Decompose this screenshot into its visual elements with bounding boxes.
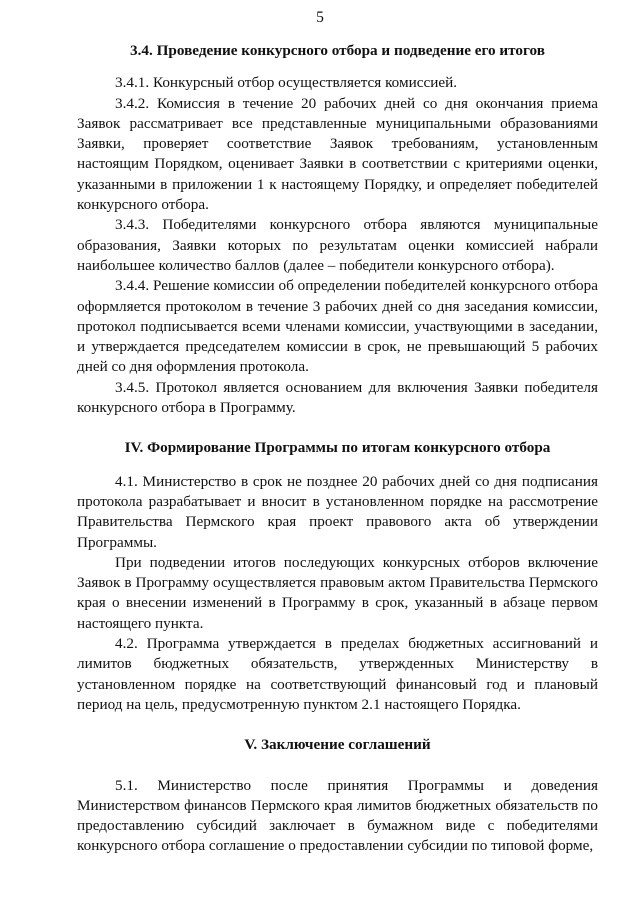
paragraph-3-4-3: 3.4.3. Победителями конкурсного отбора являются муниципальные образования, Заявки которых по результатам оценки комиссией набрали наибольшее количество баллов (далее – победители конкурсного отбора). — [77, 216, 598, 274]
paragraph-3-4-4: 3.4.4. Решение комиссии об определении победителей конкурсного отбора оформляется протоколом в течение 3 рабочих дней со дня заседания комиссии, протокол подписывается всеми членами комиссии, участвующими в заседании, и утверждается председателем комиссии в срок, не превышающий 5 рабочих дней со дня оформления протокола. — [77, 277, 598, 376]
paragraph-4-1: 4.1. Министерство в срок не позднее 20 рабочих дней со дня подписания протокола разрабатывает и вносит в установленном порядке на рассмотрение Правительства Пермского края проект правового акта об утверждении Программы. — [77, 472, 598, 551]
section-heading-3-4: 3.4. Проведение конкурсного отбора и подведение его итогов — [130, 42, 545, 59]
paragraph-4-1-second: При подведении итогов последующих конкурсных отборов включение Заявок в Программу осуществляется правовым актом Правительства Пермского края о внесении изменений в Программу в срок, указанный в абзаце первом настоящего пункта. — [77, 553, 598, 632]
paragraph-3-4-5: 3.4.5. Протокол является основанием для включения Заявки победителя конкурсного отбора в Программу. — [77, 378, 598, 417]
page-number: 5 — [316, 9, 324, 26]
paragraph-4-2: 4.2. Программа утверждается в пределах бюджетных ассигнований и лимитов бюджетных обязательств, утвержденных Министерству в установленном порядке на соответствующий финансовый год и плановый период на цель, предусмотренную пунктом 2.1 настоящего Порядка. — [77, 635, 598, 713]
paragraph-3-4-1: 3.4.1. Конкурсный отбор осуществляется комиссией. — [115, 74, 457, 92]
paragraph-5-1: 5.1. Министерство после принятия Программы и доведения Министерством финансов Пермского края лимитов бюджетных обязательств по предоставлению субсидий заключает в бумажном виде с победителями конкурсного отбора соглашение о предоставлении субсидии по типовой форме, — [77, 776, 598, 855]
paragraph-3-4-2: 3.4.2. Комиссия в течение 20 рабочих дней со дня окончания приема Заявок рассматривает все представленные муниципальными образованиями Заявки, проверяет соответствие Заявок требованиям, установленным настоящим Порядком, оценивает Заявки в соответствии с критериями оценки, указанными в приложении 1 к настоящему Порядку, и определяет победителей конкурсного отбора. — [77, 94, 598, 214]
section-heading-4: IV. Формирование Программы по итогам конкурсного отбора — [124, 439, 551, 457]
section-heading-5: V. Заключение соглашений — [244, 736, 431, 754]
document-body — [77, 41, 598, 857]
